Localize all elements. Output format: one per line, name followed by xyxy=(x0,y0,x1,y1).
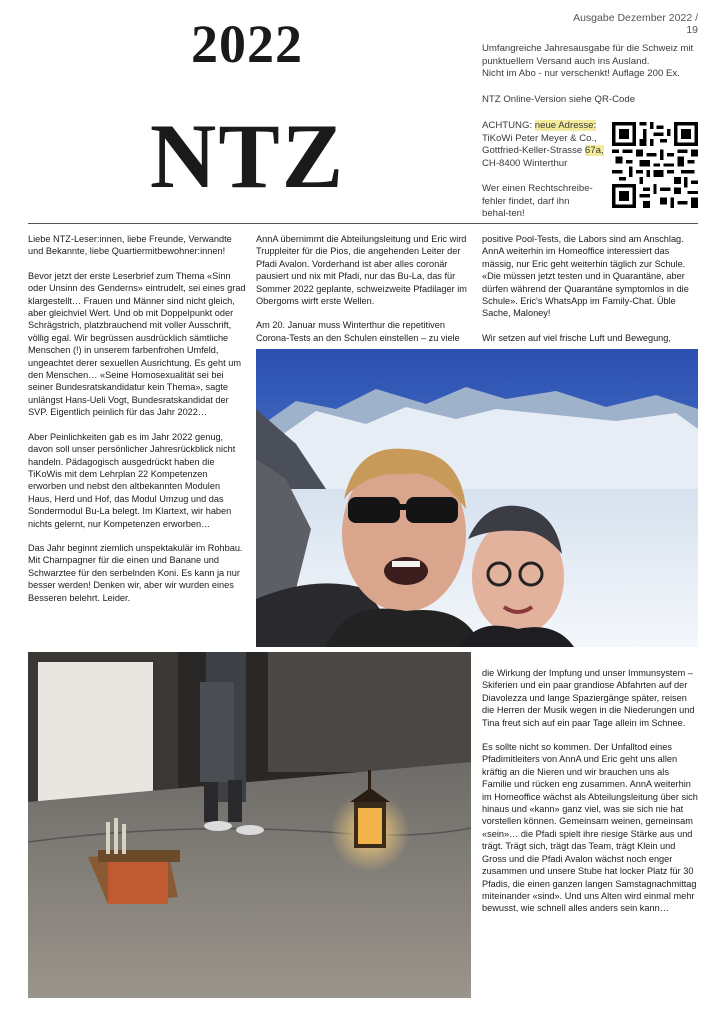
masthead-title: NTZ xyxy=(149,105,346,207)
header-divider xyxy=(28,223,698,224)
article-column-1 xyxy=(28,233,246,616)
description-text: Umfangreiche Jahresausgabe für die Schweiz mit punktuellem Versand auch ins Ausland. xyxy=(482,43,694,67)
address-line-3: CH-8400 Winterthur xyxy=(482,157,568,169)
paragraph: die Wirkung der Impfung und unser Immunsystem – Skiferien und ein paar grandiose Abfahrten auf der Diavolezza und lange Spaziergänge später, reisen die Herren der Musik wegen in die Niederungen und Tina freut sich auf ein paar Tage allein im Schnee. xyxy=(482,668,695,728)
selfie-photo-snow-mountains xyxy=(256,349,698,647)
paragraph: Aber Peinlichkeiten gab es im Jahr 2022 genug, davon soll unser persönlicher Jahresrückblick nicht handeln. Pädagogisch ausgedrückt haben die TiKoWis mit dem Lehrplan 22 Kompetenzen erworben und nebst den altbekannten Modulen Haus, Herd und Hof, das Modul Umzug und das Sondermodul Bu-La belegt. Im Klartext, wir haben nichts gelernt, nur Kompetenzen erworben… xyxy=(28,431,236,529)
article-column-3 xyxy=(482,233,698,356)
qr-code-icon[interactable] xyxy=(612,122,698,208)
paragraph: Das Jahr beginnt ziemlich unspektakulär im Rohbau. Mit Champagner für die einen und Banane und Schwarztee für den serbelnden Koni. Es kann ja nur besser werden! Denken wir, aber wir wurden eines Besseren belehrt. Leider. xyxy=(28,542,243,603)
paragraph: positive Pool-Tests, die Labors sind am Anschlag. AnnA weiterhin im Homeoffice interessiert das mässig, nur Eric geht weiterhin täglich zur Schule. «Die müssen jetzt testen und in Quarantäne, aber dürfen während der Quarantäne symptomlos in die Schule». Eric's WhatsApp im Family-Chat. Üble Sache, Maloney! xyxy=(482,234,689,319)
info-description xyxy=(482,43,698,81)
address-line-2: Gottfried-Keller-Strasse xyxy=(482,145,583,157)
construction-site-photo-lantern xyxy=(28,652,471,998)
address-block xyxy=(482,120,610,170)
paragraph: Liebe NTZ-Leser:innen, liebe Freunde, Verwandte und Bekannte, liebe Quartiermitbewohner:innen! xyxy=(28,234,232,257)
paragraph: Bevor jetzt der erste Leserbrief zum Thema «Sinn oder Unsinn des Genderns» eintrudelt, sei eines grad klargestellt… Frauen und Männer sind nicht gleich, aber gleichviel Wert. Und ob mit Doppelpunkt oder Schrägstrich, platzbrauchend mit voller Ausschrift, völlig egal. Wir begrüssen ausdrücklich sämtliche Menschen (!) in unserem farbenfrohen Umfeld, ungeachtet derer sexuellen Ausrichtung. Es geht um den Menschen… «Seine Homosexualität sei bei seiner Bundesratskandidatur kein Thema», sagte unlängst Hans-Ueli Vogt, Bundesratskandidat der SVP. Eigentlich peinlich für das Jahr 2022… xyxy=(28,270,246,418)
address-line-1: TiKoWi Peter Meyer & Co., xyxy=(482,132,597,144)
address-number: 67a, xyxy=(584,145,604,157)
online-note: NTZ Online-Version siehe QR-Code xyxy=(482,94,636,105)
issue-line: Ausgabe Dezember 2022 / 19 xyxy=(573,12,698,36)
article-column-2 xyxy=(256,233,469,356)
paragraph: Es sollte nicht so kommen. Der Unfalltod eines Pfadimitleiters von AnnA und Eric geht uns allen kräftig an die Nieren und wir brauchen uns als Familie und rücken eng zusammen. AnnA weiterhin im Homeoffice wächst als Abteilungsleitung über sich hinaus und «kann» ganz viel, was sie sich nie hat vorstellen können. Gemeinsam weinen, gemeinsam «sein»… die Pfadi spielt ihre riesige Stärke aus und trägt. Trägt sich, trägt das Team, trägt Klein und Gross und die Pfadi Avalon wächst noch enger zusammen und unsere Stube hat locker Platz für 30 Pfadis, die einen ganzen langen Samstagnachmittag miteinander «sind». Und uns Alten wird einmal mehr bewusst, wie schnell alles anders sein kann… xyxy=(482,742,698,914)
masthead-year: 2022 xyxy=(191,14,303,74)
paragraph: Wir setzen auf viel frische Luft und Bewegung, xyxy=(482,332,671,343)
paragraph: Am 20. Januar muss Winterthur die repetitiven Corona-Tests an den Schulen einstellen – zu viele xyxy=(256,320,460,343)
subscription-text: Nicht im Abo - nur verschenkt! Auflage 200 Ex. xyxy=(482,68,680,80)
paragraph: AnnA übernimmt die Abteilungsleitung und Eric wird Truppleiter für die Pios, die angehenden Leiter der Pfadi Avalon. Vorderhand ist aber alles coronär pausiert und nix mit Pfadi, nur das Bu-La, das für Sommer 2022 geplante, schweizweite Pfadilager im Obergoms wirft erste Wellen. xyxy=(256,234,467,307)
attention-label: ACHTUNG: xyxy=(482,120,533,131)
spelling-note: Wer einen Rechtschreibe-fehler findet, darf ihn behal-ten! xyxy=(482,183,593,220)
article-column-4 xyxy=(482,667,698,927)
new-address-label: neue Adresse: xyxy=(534,120,597,131)
